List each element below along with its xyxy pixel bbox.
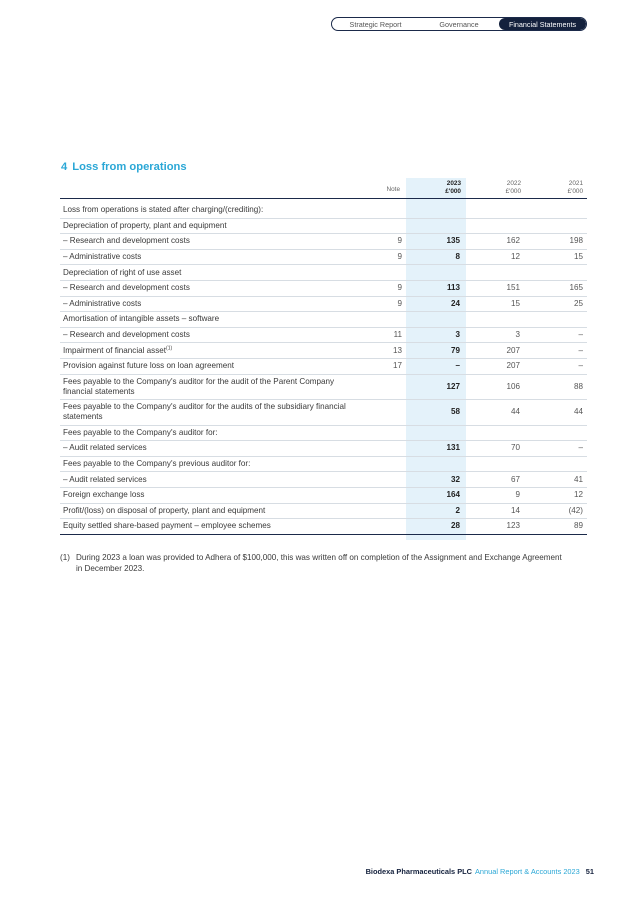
row-label-text: Foreign exchange loss	[63, 490, 145, 500]
row-label-text: – Research and development costs	[63, 330, 190, 340]
row-label	[63, 236, 353, 246]
row-label-text: Depreciation of right of use asset	[63, 267, 182, 277]
page-number: 51	[585, 867, 594, 876]
table-row	[60, 519, 587, 535]
row-label-text: Equity settled share-based payment – employee schemes	[63, 521, 271, 531]
table-row	[60, 359, 587, 375]
value-2022: 67	[510, 474, 520, 484]
value-2021: 25	[573, 298, 583, 308]
value-2023: 32	[450, 474, 460, 484]
table-row	[60, 472, 587, 488]
table-row	[60, 441, 587, 457]
tab-financial-statements[interactable]: Financial Statements	[499, 18, 586, 30]
value-2022: 123	[506, 521, 520, 531]
footer-document: Annual Report & Accounts 2023	[474, 867, 580, 876]
row-label	[63, 330, 353, 340]
section-title-text: Loss from operations	[72, 161, 187, 173]
value-2022: 207	[506, 345, 520, 355]
footnote-mark: (1)	[60, 553, 70, 562]
row-label-text: – Research and development costs	[63, 283, 190, 293]
header-2022-unit: £'000	[505, 188, 521, 195]
header-2022: 2022	[506, 180, 521, 187]
value-2023: 24	[450, 298, 460, 308]
value-2023: 28	[450, 521, 460, 531]
value-2022: 14	[510, 505, 520, 515]
header-2021: 2021	[568, 180, 583, 187]
header-2023: 2023	[446, 180, 461, 187]
row-label	[63, 205, 353, 215]
value-2023: 135	[446, 236, 460, 246]
row-label	[63, 252, 353, 262]
footnote	[60, 552, 570, 574]
row-label-text: Provision against future loss on loan agreement	[63, 361, 234, 371]
row-label	[63, 346, 353, 356]
header-2023-unit: £'000	[445, 188, 461, 195]
table-row	[60, 234, 587, 250]
row-label	[63, 377, 353, 397]
row-label	[63, 402, 353, 422]
value-2021: (42)	[568, 505, 583, 515]
row-note: 9	[397, 283, 402, 293]
value-2023: –	[455, 361, 460, 371]
table-row	[60, 400, 587, 426]
row-label-text: Fees payable to the Company's auditor for:	[63, 427, 218, 437]
row-label	[63, 283, 353, 293]
row-label	[63, 506, 353, 516]
value-2021: 165	[569, 283, 583, 293]
table-row	[60, 375, 587, 401]
row-label-text: Fees payable to the Company's auditor for the audit of the Parent Company financial statements	[63, 376, 335, 396]
value-2021: 41	[573, 474, 583, 484]
row-label	[63, 268, 353, 278]
row-note: 9	[397, 236, 402, 246]
value-2023: 79	[450, 345, 460, 355]
table-row	[60, 265, 587, 281]
row-label-text: Loss from operations is stated after charging/(crediting):	[63, 205, 264, 215]
header-2021-unit: £'000	[567, 188, 583, 195]
value-2023: 2	[455, 505, 460, 515]
value-2023: 3	[455, 330, 460, 340]
row-label	[63, 299, 353, 309]
value-2021: 12	[573, 490, 583, 500]
row-note: 11	[393, 330, 402, 340]
value-2022: 15	[510, 298, 520, 308]
row-label-text: Impairment of financial asset	[63, 345, 167, 355]
section-nav	[331, 17, 587, 31]
row-label	[63, 361, 353, 371]
table-row	[60, 426, 587, 442]
value-2022: 207	[506, 361, 520, 371]
row-note: 17	[392, 361, 402, 371]
table-row	[60, 203, 587, 219]
table-row	[60, 312, 587, 328]
value-2021: 44	[573, 407, 583, 417]
table-row	[60, 504, 587, 520]
page-footer	[366, 867, 594, 876]
table-row	[60, 343, 587, 359]
value-2023: 164	[446, 490, 460, 500]
table-row	[60, 250, 587, 266]
row-note: 9	[397, 252, 402, 262]
value-2022: 151	[506, 283, 520, 293]
value-2023: 113	[446, 283, 460, 293]
row-note: 9	[397, 298, 402, 308]
footnote-ref: (1)	[166, 344, 173, 351]
row-label	[63, 443, 353, 453]
row-label-text: Profit/(loss) on disposal of property, plant and equipment	[63, 505, 266, 515]
value-2022: 9	[515, 490, 520, 500]
value-2023: 127	[446, 381, 460, 391]
value-2023: 8	[455, 252, 460, 262]
table-row	[60, 297, 587, 313]
value-2022: 70	[510, 443, 520, 453]
row-label	[63, 521, 353, 531]
value-2021: 198	[569, 236, 583, 246]
section-number: 4	[61, 161, 68, 173]
value-2022: 3	[515, 330, 520, 340]
row-label-text: – Research and development costs	[63, 236, 190, 246]
header-note: Note	[386, 186, 400, 193]
value-2022: 44	[510, 407, 520, 417]
footnote-text: During 2023 a loan was provided to Adhera of $100,000, this was written off on completion of the Assignment and Exchange Agreement in December 2023.	[76, 553, 562, 573]
value-2021: –	[578, 330, 583, 340]
table-row	[60, 281, 587, 297]
row-label-text: – Audit related services	[63, 443, 147, 453]
row-label-text: – Administrative costs	[63, 252, 142, 262]
table-row	[60, 219, 587, 235]
row-label-text: Fees payable to the Company's auditor for the audits of the subsidiary financial statements	[63, 402, 346, 422]
value-2021: –	[578, 443, 583, 453]
header-rule	[60, 198, 587, 199]
loss-table-body	[60, 203, 587, 535]
value-2021: –	[578, 361, 583, 371]
table-row	[60, 457, 587, 473]
footer-company: Biodexa Pharmaceuticals PLC	[365, 867, 472, 876]
value-2021: 89	[573, 521, 583, 531]
table-row	[60, 328, 587, 344]
value-2023: 131	[446, 443, 460, 453]
row-label	[63, 475, 353, 485]
row-label-text: Fees payable to the Company's previous auditor for:	[63, 459, 251, 469]
row-label-text: – Audit related services	[63, 474, 147, 484]
value-2021: –	[578, 345, 583, 355]
row-label	[63, 490, 353, 500]
table-row	[60, 488, 587, 504]
tab-strategic-report[interactable]: Strategic Report	[349, 19, 402, 29]
row-label	[63, 459, 353, 469]
row-note: 13	[392, 345, 402, 355]
value-2022: 162	[506, 236, 520, 246]
row-label	[63, 428, 353, 438]
value-2022: 12	[510, 252, 520, 262]
row-label-text: – Administrative costs	[63, 298, 142, 308]
value-2021: 88	[573, 381, 583, 391]
row-label	[63, 314, 353, 324]
tab-governance[interactable]: Governance	[439, 19, 479, 29]
section-title	[61, 161, 187, 173]
value-2023: 58	[450, 407, 460, 417]
row-label-text: Amortisation of intangible assets – software	[63, 314, 220, 324]
value-2021: 15	[573, 252, 583, 262]
value-2022: 106	[506, 381, 520, 391]
row-label	[63, 221, 353, 231]
row-label-text: Depreciation of property, plant and equipment	[63, 220, 227, 230]
